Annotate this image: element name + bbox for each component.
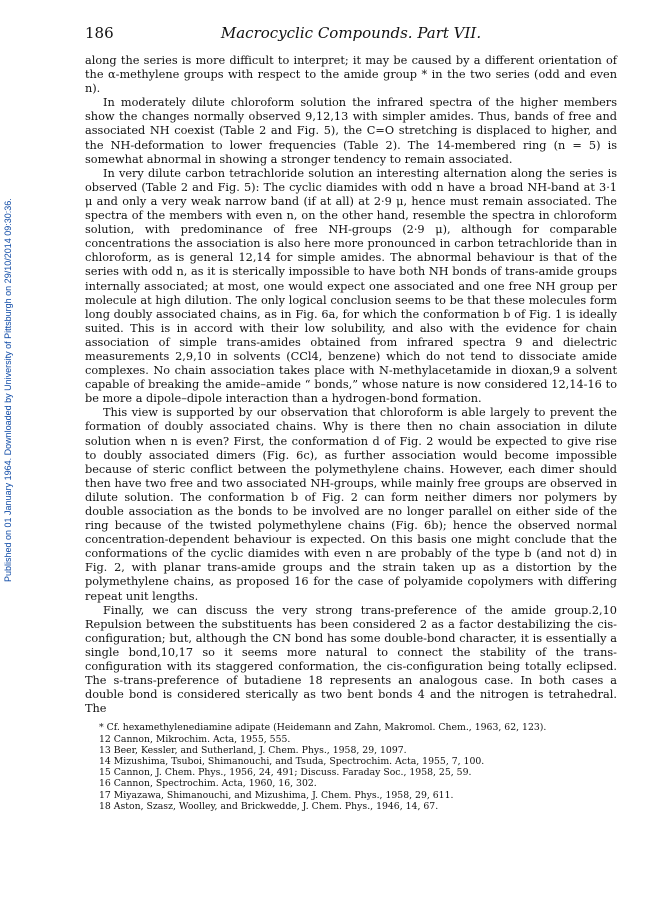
footnote: 18 Aston, Szasz, Woolley, and Brickwedde, J. Chem. Phys., 1946, 14, 67.	[99, 800, 439, 812]
footnote: 14 Mizushima, Tsuboi, Shimanouchi, and Tsuda, Spectrochim. Acta, 1955, 7, 100.	[99, 756, 485, 768]
paragraph-1: along the series is more difficult to interpret; it may be caused by a different orientation of the α-methylene groups with respect to the amide group * in the two series (odd and even n).	[85, 54, 617, 96]
page-header	[85, 24, 617, 46]
paragraph-5: Finally, we can discuss the very strong trans-preference of the amide group.2,10 Repulsion between the substituents has been considered 2 as a factor destabilizing the cis-configuration; but, although the CN bond has some double-bond character, it is essentially a single bond,10,17 so it seems more natural to connect the stability of the trans-configuration with its staggered conformation, the cis-configuration being totally eclipsed. The s-trans-preference of butadiene 18 represents an analogous case. In both cases a double bond is considered sterically as two bent bonds 4 and the nitrogen is tetrahedral. The	[85, 603, 617, 716]
footnote: 15 Cannon, J. Chem. Phys., 1956, 24, 491; Discuss. Faraday Soc., 1958, 25, 59.	[99, 767, 472, 779]
paragraph-4: This view is supported by our observation that chloroform is able largely to prevent the formation of doubly associated chains. Why is there then no chain association in dilute solution when n is even? First, the conformation d of Fig. 2 would be expected to give rise to doubly associated dimers (Fig. 6c), as further association would become impossible because of steric conflict between the polymethylene chains. However, each dimer should then have two free and two associated NH-groups, while mainly free groups are observed in dilute solution. The conformation b of Fig. 2 can form neither dimers nor polymers by double association as the bonds to be involved are no longer parallel on either side of the ring because of the twisted polymethylene chains (Fig. 6b); hence the observed normal concentration-dependent behaviour is expected. On this basis one might conclude that the conformations of the cyclic diamides with even n are probably of the type b (and not d) in Fig. 2, with planar trans-amide groups and the strain taken up as a distortion by the polymethylene chains, as proposed 16 for the case of polyamide copolymers with differing repeat unit lengths.	[85, 406, 617, 603]
footnote: 12 Cannon, Mikrochim. Acta, 1955, 555.	[99, 733, 291, 745]
footnote: 13 Beer, Kessler, and Sutherland, J. Chem. Phys., 1958, 29, 1097.	[99, 744, 407, 756]
paragraph-3: In very dilute carbon tetrachloride solution an interesting alternation along the series is observed (Table 2 and Fig. 5): The cyclic diamides with odd n have a broad NH-band at 3·1 μ and only a very weak narrow band (if at all) at 2·9 μ, hence must remain associated. The spectra of the members with even n, on the other hand, resemble the spectra in chloroform solution, with predominance of free NH-groups (2·9 μ), although for comparable concentrations the association is also here more pronounced in carbon tetrachloride than in chloroform, as is general 12,14 for simple amides. The abnormal behaviour is that of the series with odd n, as it is sterically impossible to have both NH bonds of trans-amide groups internally associated; at most, one would expect one associated and one free NH group per molecule at high dilution. The only logical conclusion seems to be that these molecules form long doubly associated chains, as in Fig. 6a, for which the conformation b of Fig. 1 is ideally suited. This is in accord with their low solubility, and also with the evidence for chain association of simple trans-amides obtained from infrared spectra 9 and dielectric measurements 2,9,10 in solvents (CCl4, benzene) which do not tend to dissociate amide complexes. No chain association takes place with N-methylacetamide in dioxan,9 a solvent capable of breaking the amide–amide “ bonds,” whose nature is now considered 12,14-16 to be more a dipole–dipole interaction than a hydrogen-bond formation.	[85, 166, 617, 406]
footnotes	[85, 722, 617, 812]
footnote: 17 Miyazawa, Shimanouchi, and Mizushima, J. Chem. Phys., 1958, 29, 611.	[99, 789, 454, 801]
paragraph-2: In moderately dilute chloroform solution the infrared spectra of the higher members show the changes normally observed 9,12,13 with simpler amides. Thus, bands of free and associated NH coexist (Table 2 and Fig. 5), the C=O stretching is displaced to higher, and the NH-deformation to lower frequencies (Table 2). The 14-membered ring (n = 5) is somewhat abnormal in showing a stronger tendency to remain associated.	[85, 96, 617, 166]
footnote: 16 Cannon, Spectrochim. Acta, 1960, 16, 302.	[99, 778, 317, 790]
page-number: 186	[85, 24, 114, 42]
page	[85, 24, 617, 812]
body-text	[85, 54, 617, 716]
running-title: Macrocyclic Compounds. Part VII.	[220, 24, 482, 42]
publication-stamp: Published on 01 January 1964. Downloaded by University of Pittsburgh on 29/10/2014 09:30:36.	[3, 198, 13, 582]
footnote: * Cf. hexamethylenediamine adipate (Heidemann and Zahn, Makromol. Chem., 1963, 62, 123).	[99, 722, 547, 734]
